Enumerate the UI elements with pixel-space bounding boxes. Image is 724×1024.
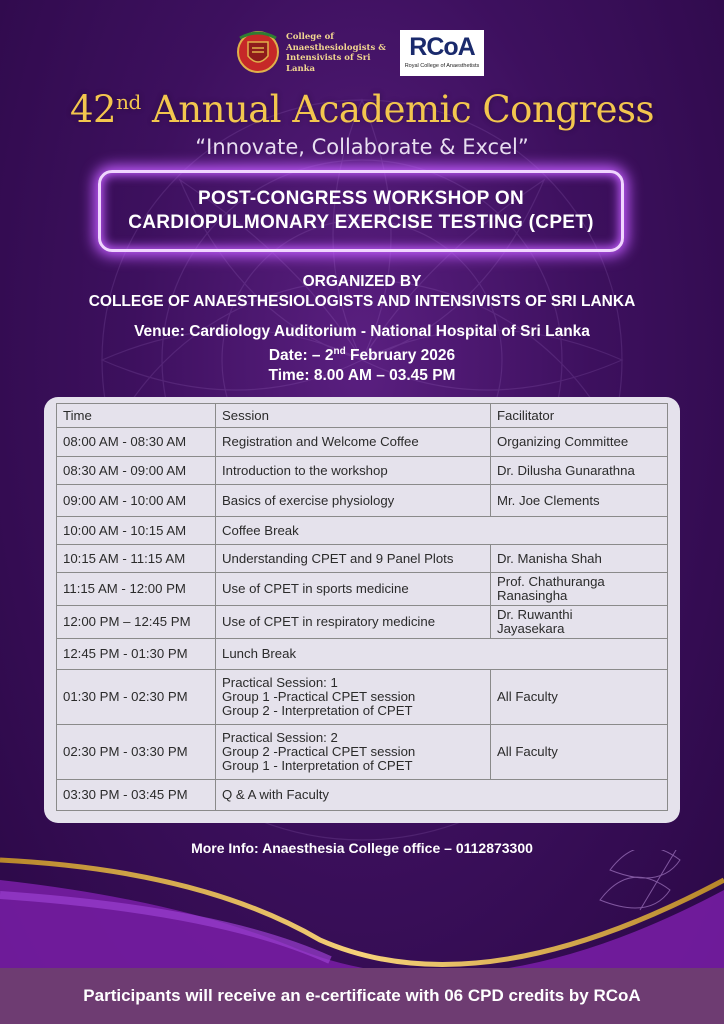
time-cell: 09:00 AM - 10:00 AM	[57, 485, 216, 517]
session-line: Registration and Welcome Coffee	[222, 434, 419, 449]
organizer-block	[0, 272, 724, 312]
facilitator-line: Ranasingha	[497, 588, 568, 603]
facilitator-cell	[491, 670, 668, 725]
table-row	[57, 725, 668, 780]
table-header-cell: Time	[57, 404, 216, 428]
event-time: Time: 8.00 AM – 03.45 PM	[268, 367, 456, 385]
time-cell: 08:00 AM - 08:30 AM	[57, 428, 216, 457]
rcoa-name: Royal College of Anaesthetists	[404, 63, 480, 69]
session-line: Group 2 - Interpretation of CPET	[222, 703, 413, 718]
facilitator-cell	[491, 606, 668, 639]
session-cell	[216, 725, 491, 780]
date-suffix: nd	[333, 346, 346, 357]
session-line: Coffee Break	[222, 522, 299, 538]
facilitator-line: Mr. Joe Clements	[497, 492, 600, 508]
table-row	[57, 606, 668, 639]
college-name-line: Anaesthesiologists &	[286, 42, 386, 53]
organizer-name: COLLEGE OF ANAESTHESIOLOGISTS AND INTENSIVISTS OF SRI LANKA	[88, 293, 636, 310]
session-line: Understanding CPET and 9 Panel Plots	[222, 550, 454, 566]
date-rest: February 2026	[345, 347, 456, 365]
event-info	[0, 322, 724, 386]
venue: Venue: Cardiology Auditorium - National Hospital of Sri Lanka	[134, 323, 590, 340]
table-header-row	[57, 404, 668, 428]
facilitator-line: Dr. Ruwanthi	[497, 607, 573, 622]
college-name-line: Intensivists of Sri Lanka	[286, 53, 371, 74]
session-line: Group 2 -Practical CPET session	[222, 744, 416, 759]
session-cell	[216, 428, 491, 457]
facilitator-cell	[491, 573, 668, 606]
facilitator-cell	[491, 485, 668, 517]
session-cell	[216, 573, 491, 606]
workshop-title-line1: POST-CONGRESS WORKSHOP ON	[198, 188, 524, 209]
college-crest-icon	[236, 30, 280, 76]
organized-by-label: ORGANIZED BY	[302, 273, 422, 290]
facilitator-line: Organizing Committee	[497, 434, 629, 449]
time-cell: 03:30 PM - 03:45 PM	[57, 780, 216, 811]
session-line: Practical Session: 1	[222, 675, 338, 690]
session-line: Lunch Break	[222, 646, 297, 661]
table-row	[57, 428, 668, 457]
congress-title	[0, 88, 724, 131]
college-name	[286, 32, 386, 74]
table-row	[57, 545, 668, 573]
facilitator-line: Dr. Dilusha Gunarathna	[497, 462, 635, 478]
workshop-title-line2: CARDIOPULMONARY EXERCISE TESTING (CPET)	[128, 212, 594, 233]
session-line: Q & A with Faculty	[222, 787, 330, 802]
time-cell: 12:00 PM – 12:45 PM	[57, 606, 216, 639]
session-cell	[216, 639, 668, 670]
session-line: Introduction to the workshop	[222, 462, 388, 478]
time-cell: 12:45 PM - 01:30 PM	[57, 639, 216, 670]
session-line: Group 1 -Practical CPET session	[222, 689, 416, 704]
footer-text: Participants will receive an e-certificate with 06 CPD credits by RCoA	[83, 986, 641, 1005]
session-cell	[216, 517, 668, 545]
time-cell: 11:15 AM - 12:00 PM	[57, 573, 216, 606]
time-cell: 02:30 PM - 03:30 PM	[57, 725, 216, 780]
more-info: More Info: Anaesthesia College office – 0112873300	[191, 840, 533, 856]
schedule-card	[44, 397, 680, 823]
session-cell	[216, 485, 491, 517]
event-date	[0, 342, 724, 366]
rcoa-mark: RCoA	[409, 33, 475, 61]
facilitator-line: All Faculty	[497, 744, 558, 759]
congress-tagline: “Innovate, Collaborate & Excel”	[195, 135, 529, 159]
session-line: Use of CPET in sports medicine	[222, 581, 409, 596]
facilitator-cell	[491, 428, 668, 457]
facilitator-line: Jayasekara	[497, 621, 565, 636]
time-cell: 10:15 AM - 11:15 AM	[57, 545, 216, 573]
time-cell: 08:30 AM - 09:00 AM	[57, 457, 216, 485]
facilitator-cell	[491, 457, 668, 485]
time-cell: 01:30 PM - 02:30 PM	[57, 670, 216, 725]
session-cell	[216, 670, 491, 725]
facilitator-line: Dr. Manisha Shah	[497, 550, 602, 566]
title-suffix: nd	[116, 90, 141, 114]
table-row	[57, 457, 668, 485]
title-rest: Annual Academic Congress	[152, 88, 655, 131]
facilitator-line: All Faculty	[497, 689, 558, 704]
logos-bar	[0, 28, 724, 80]
college-logo	[236, 30, 386, 76]
session-cell	[216, 457, 491, 485]
table-row	[57, 485, 668, 517]
table-row	[57, 780, 668, 811]
title-number: 42	[69, 88, 117, 131]
footer-banner	[0, 968, 724, 1024]
rcoa-logo	[400, 30, 484, 76]
workshop-title-box	[98, 170, 624, 252]
facilitator-cell	[491, 725, 668, 780]
session-cell	[216, 545, 491, 573]
table-header-cell: Facilitator	[491, 404, 668, 428]
decorative-wave	[0, 850, 724, 975]
date-prefix: Date: – 2	[268, 347, 334, 365]
facilitator-cell	[491, 545, 668, 573]
college-name-line: College of	[286, 32, 334, 42]
table-row	[57, 639, 668, 670]
session-line: Basics of exercise physiology	[222, 492, 395, 508]
session-line: Use of CPET in respiratory medicine	[222, 614, 436, 629]
session-cell	[216, 780, 668, 811]
table-row	[57, 670, 668, 725]
session-cell	[216, 606, 491, 639]
table-row	[57, 517, 668, 545]
schedule-table	[56, 403, 668, 811]
table-header-cell: Session	[216, 404, 491, 428]
time-cell: 10:00 AM - 10:15 AM	[57, 517, 216, 545]
table-row	[57, 573, 668, 606]
facilitator-line: Prof. Chathuranga	[497, 574, 605, 589]
session-line: Practical Session: 2	[222, 730, 338, 745]
session-line: Group 1 - Interpretation of CPET	[222, 758, 413, 773]
